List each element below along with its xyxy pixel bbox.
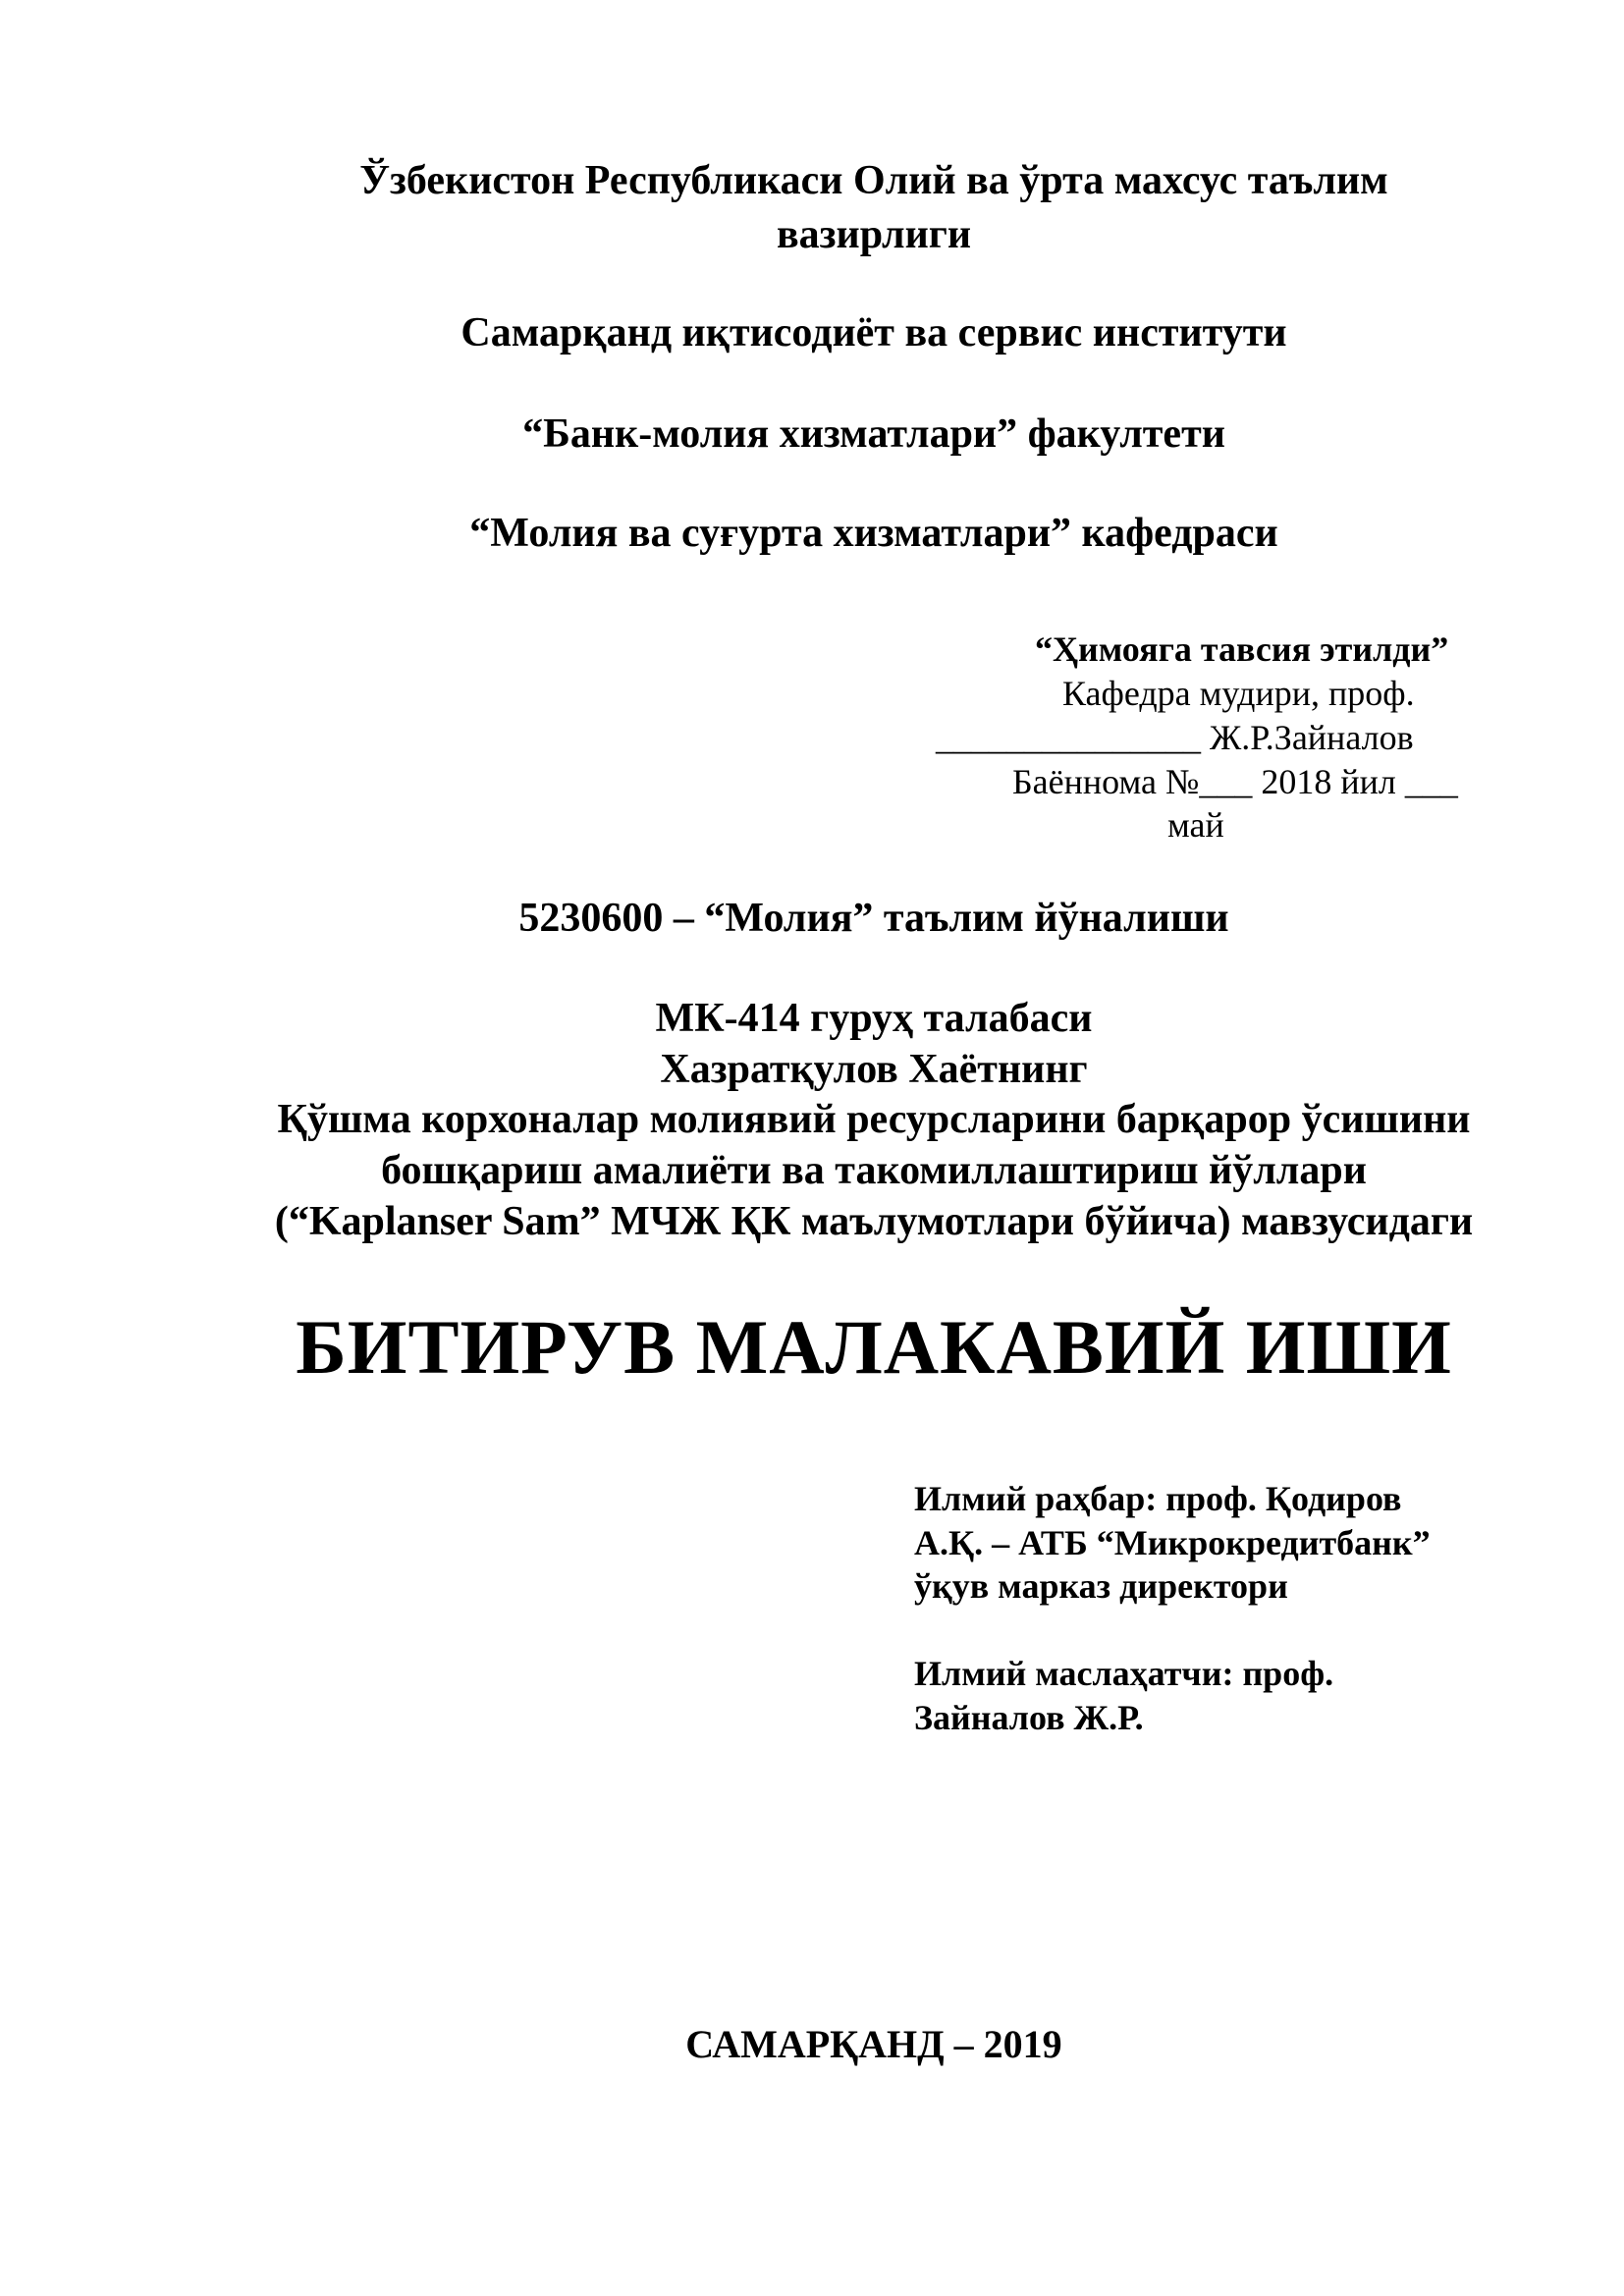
supervisor-line-1: Илмий раҳбар: проф. Қодиров: [914, 1479, 1402, 1518]
consultant-line-2: Зайналов Ж.Р.: [914, 1698, 1144, 1737]
approval-head-position: Кафедра мудири, проф.: [1062, 674, 1415, 713]
department-name: “Молия ва суғурта хизматлари” кафедраси: [469, 511, 1278, 556]
approval-signature-line: _______________ Ж.Р.Зайналов: [936, 718, 1414, 757]
consultant-line-1: Илмий маслаҳатчи: проф.: [914, 1654, 1334, 1693]
approval-protocol-line: Баённома №___ 2018 йил ___: [1012, 762, 1458, 801]
ministry-line-1: Ўзбекистон Республикаси Олий ва ўрта махсус таълим: [359, 158, 1388, 203]
supervisor-line-3: ўқув марказ директори: [914, 1566, 1288, 1606]
work-title: БИТИРУВ МАЛАКАВИЙ ИШИ: [296, 1304, 1452, 1390]
specialty: 5230600 – “Молия” таълим йўналиши: [518, 896, 1229, 941]
approval-title: “Ҳимояга тавсия этилди”: [1035, 629, 1449, 669]
supervisor-line-2: А.Қ. – АТБ “Микрокредитбанк”: [914, 1523, 1431, 1562]
institute-name: Самарқанд иқтисодиёт ва сервис институти: [460, 310, 1287, 355]
student-group: МК-414 гуруҳ талабаси: [655, 996, 1093, 1041]
topic-line-2: бошқариш амалиёти ва такомиллаштириш йўллари: [381, 1148, 1367, 1193]
faculty-name: “Банк-молия хизматлари” факултети: [522, 411, 1225, 457]
student-name: Хазратқулов Хаётнинг: [660, 1047, 1088, 1092]
approval-month: май: [1167, 805, 1224, 845]
topic-line-1: Қўшма корхоналар молиявий ресурсларини барқарор ўсишини: [277, 1097, 1471, 1142]
ministry-line-2: вазирлиги: [776, 212, 972, 257]
topic-line-3: (“Kaplanser Sam” МЧЖ ҚК маълумотлари бўйича) мавзусидаги: [274, 1199, 1474, 1244]
footer-city-year: САМАРҚАНД – 2019: [685, 2022, 1062, 2066]
